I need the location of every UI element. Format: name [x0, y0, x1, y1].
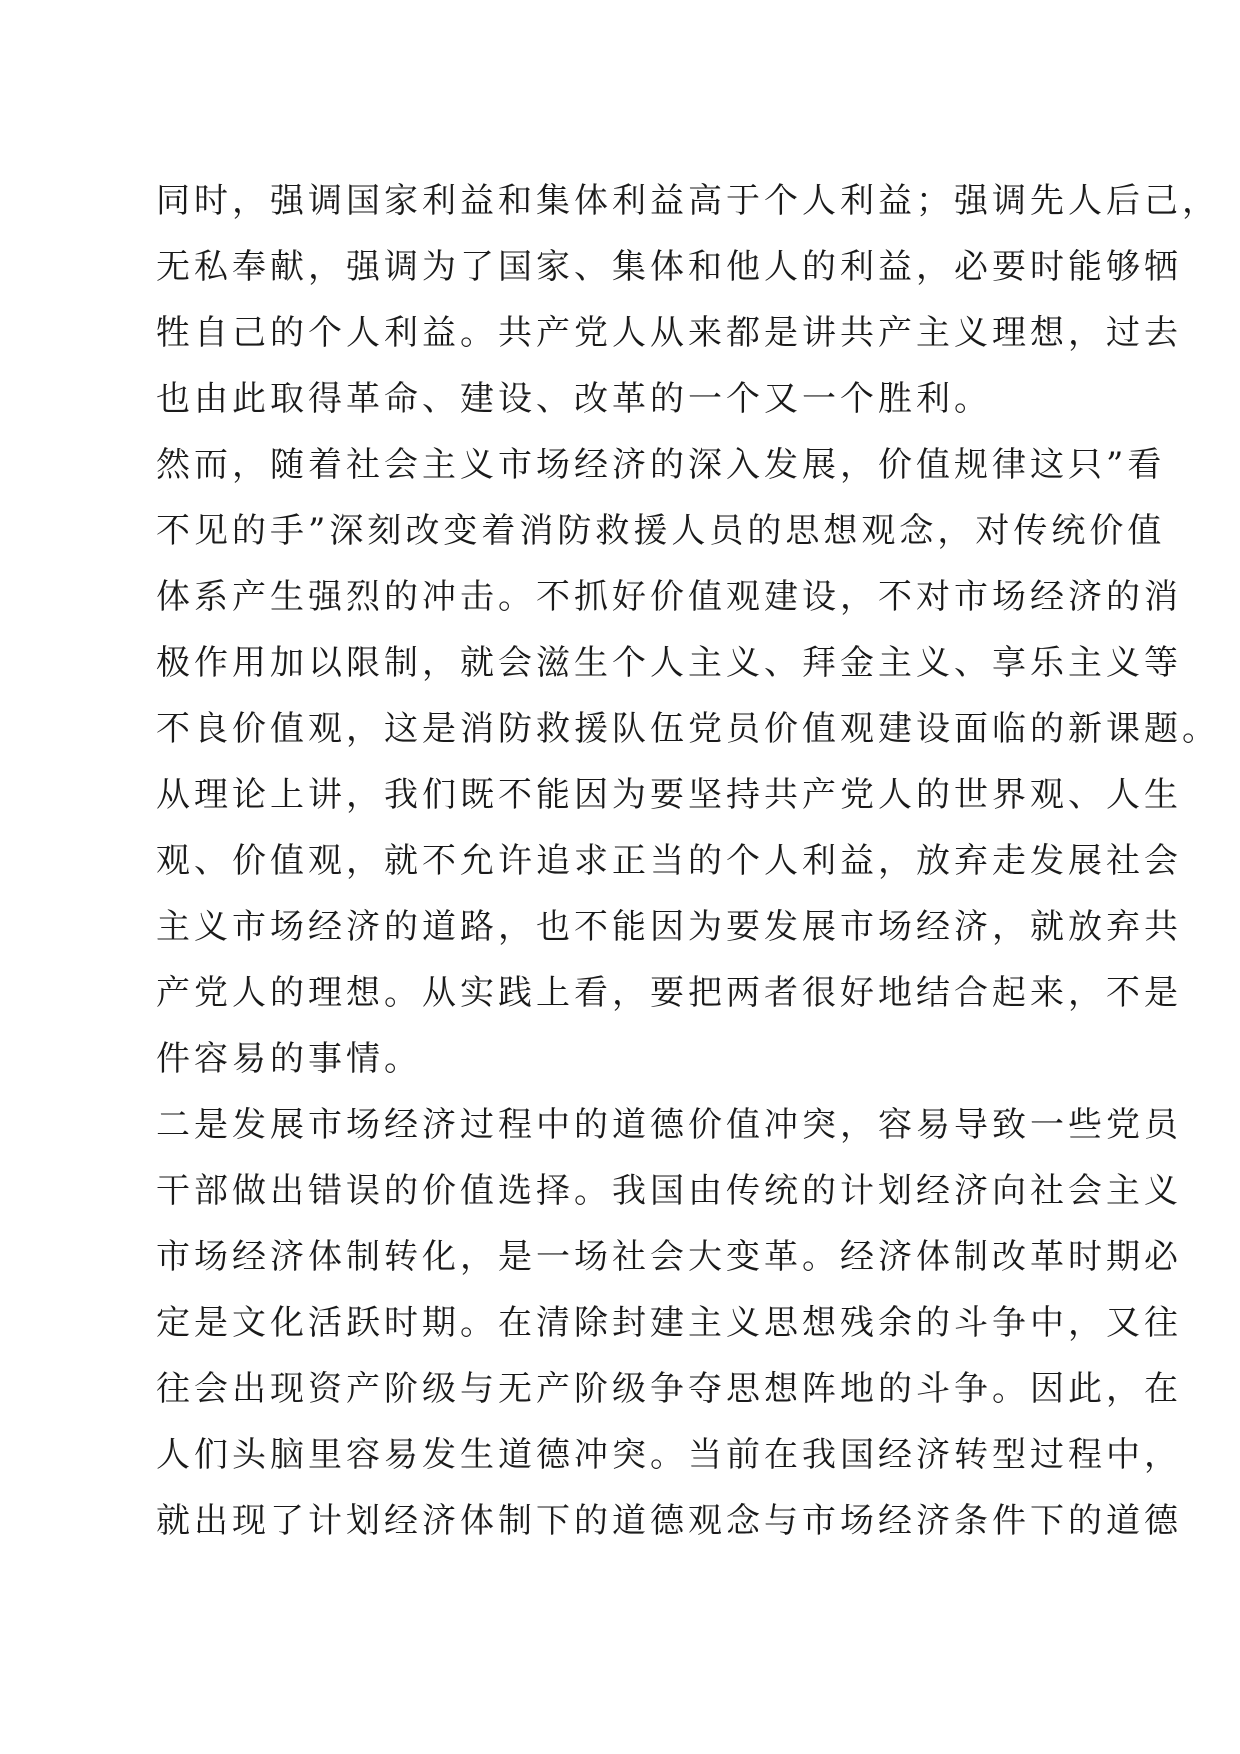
body-text [156, 168, 1220, 1554]
text-line: 往会出现资产阶级与无产阶级争夺思想阵地的斗争。因此，在 [156, 1369, 1182, 1409]
text-line: 牲自己的个人利益。共产党人从来都是讲共产主义理想，过去 [156, 313, 1182, 353]
text-line: 极作用加以限制，就会滋生个人主义、拜金主义、享乐主义等 [156, 643, 1182, 683]
text-line: 同时，强调国家利益和集体利益高于个人利益；强调先人后己， [156, 181, 1220, 221]
text-line: 然而，随着社会主义市场经济的深入发展，价值规律这只”看 [156, 445, 1166, 485]
text-line: 二是发展市场经济过程中的道德价值冲突，容易导致一些党员 [156, 1105, 1182, 1145]
text-line: 件容易的事情。 [156, 1039, 422, 1079]
text-line: 人们头脑里容易发生道德冲突。当前在我国经济转型过程中， [156, 1435, 1182, 1475]
text-line: 也由此取得革命、建设、改革的一个又一个胜利。 [156, 379, 992, 419]
text-line: 定是文化活跃时期。在清除封建主义思想残余的斗争中，又往 [156, 1303, 1182, 1343]
text-line: 干部做出错误的价值选择。我国由传统的计划经济向社会主义 [156, 1171, 1182, 1211]
text-line: 体系产生强烈的冲击。不抓好价值观建设，不对市场经济的消 [156, 577, 1182, 617]
text-line: 主义市场经济的道路，也不能因为要发展市场经济，就放弃共 [156, 907, 1182, 947]
text-line: 市场经济体制转化，是一场社会大变革。经济体制改革时期必 [156, 1237, 1182, 1277]
text-line: 观、价值观，就不允许追求正当的个人利益，放弃走发展社会 [156, 841, 1182, 881]
text-line: 无私奉献，强调为了国家、集体和他人的利益，必要时能够牺 [156, 247, 1182, 287]
text-line: 不良价值观，这是消防救援队伍党员价值观建设面临的新课题。 [156, 709, 1220, 749]
text-line: 就出现了计划经济体制下的道德观念与市场经济条件下的道德 [156, 1501, 1182, 1541]
text-line: 从理论上讲，我们既不能因为要坚持共产党人的世界观、人生 [156, 775, 1182, 815]
text-line: 不见的手”深刻改变着消防救援人员的思想观念，对传统价值 [156, 511, 1166, 551]
text-line: 产党人的理想。从实践上看，要把两者很好地结合起来，不是 [156, 973, 1182, 1013]
